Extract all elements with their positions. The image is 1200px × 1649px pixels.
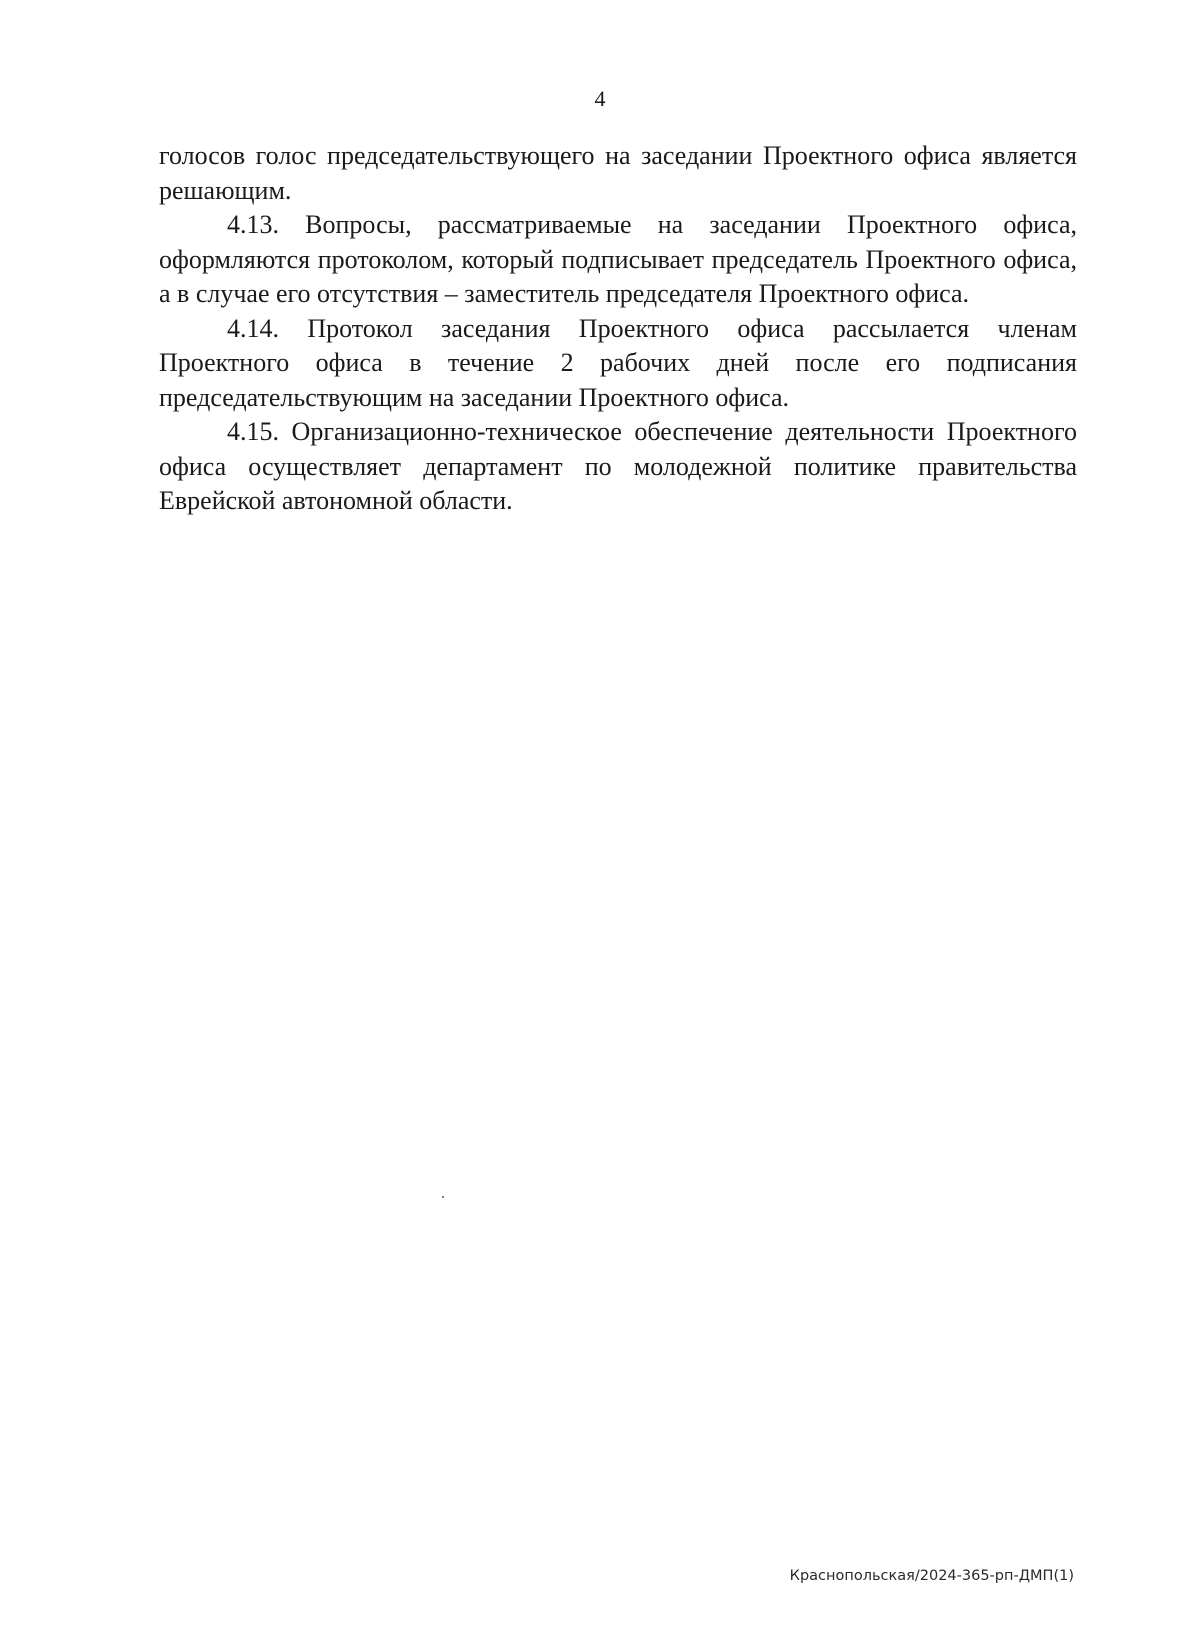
paragraph-4-14: 4.14. Протокол заседания Проектного офиса рассылается членам Проектного офиса в течение 2 рабочих дней после его подписания председательствующим на заседании Проектного офиса. [159, 313, 1077, 412]
paragraph-4-13: 4.13. Вопросы, рассматриваемые на заседании Проектного офиса, оформляются протоколом, который подписывает председатель Проектного офиса, а в случае его отсутствия – заместитель председателя Проектного офиса. [159, 210, 1077, 308]
document-body [159, 139, 1077, 519]
paragraph-4-15: 4.15. Организационно-техническое обеспечение деятельности Проектного офиса осуществляет департамент по молодежной политике правительства Еврейской автономной области. [159, 417, 1077, 515]
page-number: 4 [594, 86, 606, 111]
scan-speck [442, 1196, 444, 1198]
paragraph-continuation: голосов голос председательствующего на заседании Проектного офиса является решающим. [159, 141, 1077, 205]
document-registration-code: Краснопольская/2024-365-рп-ДМП(1) [789, 1568, 1074, 1584]
